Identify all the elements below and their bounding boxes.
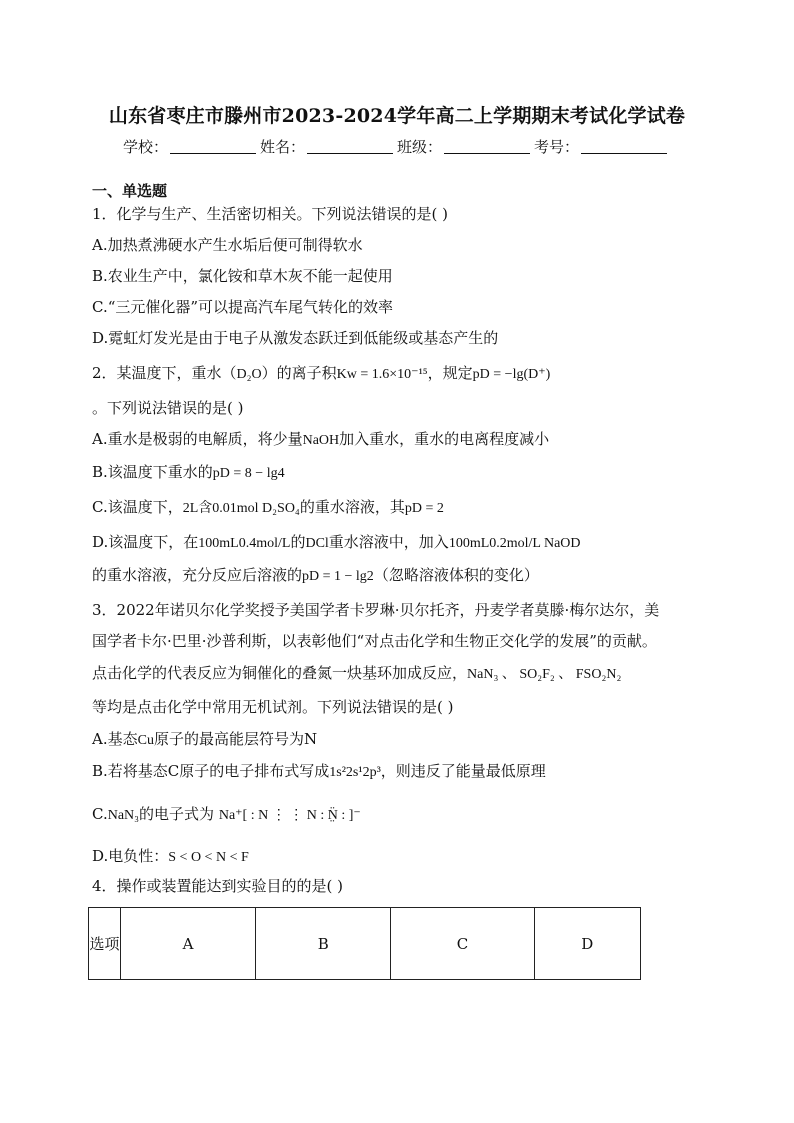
table-header-d: D — [534, 908, 640, 980]
formula-electronegativity: S < O < N < F — [168, 850, 249, 865]
school-blank[interactable] — [170, 139, 256, 154]
section-heading: 一、单选题 — [92, 182, 168, 200]
q1-option-c: C.“三元催化器”可以提高汽车尾气转化的效率 — [92, 298, 394, 316]
formula-pd-definition: pD = −lg(D⁺) — [472, 367, 551, 382]
q1-option-d: D.霓虹灯发光是由于电子从激发态跃迁到低能级或基态产生的 — [92, 329, 499, 347]
name-blank[interactable] — [307, 139, 393, 154]
formula-pd-b: pD = 8 − lg4 — [212, 466, 285, 481]
q2-stem: 2．某温度下，重水（D₂O）的离子积Kw = 1.6×10⁻¹⁵，规定pD = −lg(D⁺) — [92, 364, 551, 382]
q4-options-table — [88, 907, 641, 980]
formula-naoh: NaOH — [302, 433, 340, 448]
table-header-cell: 选项 — [89, 908, 121, 980]
student-info — [0, 136, 794, 157]
name-label: 姓名： — [259, 138, 305, 156]
q2-option-b: B.该温度下重水的pD = 8 − lg4 — [92, 463, 285, 481]
q3-option-b: B.若将基态C原子的电子排布式写成1s²2s¹2p³，则违反了能量最低原理 — [92, 762, 546, 780]
school-label: 学校： — [122, 138, 168, 156]
formula-kw: Kw = 1.6×10⁻¹⁵ — [336, 367, 428, 382]
formula-d-volume2: 100mL0.2mol/L NaOD — [448, 536, 581, 551]
number-label: 考号： — [534, 138, 580, 156]
formula-d2o: D₂O — [236, 367, 262, 382]
q2-option-c: C.该温度下，2L含0.01mol D₂SO₄的重水溶液，其pD = 2 — [92, 498, 444, 516]
page-title: 山东省枣庄市滕州市2023-2024学年高二上学期期末考试化学试卷 — [108, 105, 686, 127]
formula-d-volume1: 100mL0.4mol/L — [198, 536, 291, 551]
formula-pd-d: pD = 1 − lg2 — [302, 569, 374, 584]
table-header-a: A — [120, 908, 255, 980]
class-blank[interactable] — [444, 139, 530, 154]
q3-option-a: A.基态Cu原子的最高能层符号为N — [92, 730, 318, 748]
number-blank[interactable] — [581, 139, 667, 154]
q2-stem-line2: 。下列说法错误的是( ) — [92, 399, 244, 417]
q3-option-d: D.电负性：S < O < N < F — [92, 847, 249, 865]
formula-lewis-structure: Na⁺[ : N ⋮ ⋮ N : N̤̈ : ]⁻ — [218, 808, 361, 823]
q1-option-b: B.农业生产中，氯化铵和草木灰不能一起使用 — [92, 267, 393, 285]
formula-cu: Cu — [137, 733, 154, 748]
q3-option-c: C.NaN₃的电子式为 Na⁺[ : N ⋮ ⋮ N : N̤̈ : ]⁻ — [92, 805, 361, 823]
q3-line4: 等均是点击化学中常用无机试剂。下列说法错误的是( ) — [92, 698, 454, 716]
q2-option-a: A.重水是极弱的电解质，将少量NaOH加入重水，重水的电离程度减小 — [92, 430, 550, 448]
q1-option-a: A.加热煮沸硬水产生水垢后便可制得软水 — [92, 236, 363, 254]
table-header-c: C — [391, 908, 534, 980]
formula-reagents: NaN₃ 、 SO₂F₂ 、 FSO₂N₂ — [467, 667, 622, 682]
formula-c-solution: 2L含0.01mol D₂SO₄ — [182, 501, 300, 516]
class-label: 班级： — [397, 138, 443, 156]
q2-option-d: D.该温度下，在100mL0.4mol/L的DCl重水溶液中，加入100mL0.2mol/L NaOD — [92, 533, 581, 551]
q3-line3: 点击化学的代表反应为铜催化的叠氮一炔基环加成反应，NaN₃ 、 SO₂F₂ 、 FSO₂N₂ — [92, 664, 622, 682]
q4-stem: 4．操作或装置能达到实验目的的是( ) — [92, 877, 344, 895]
q3-line2: 国学者卡尔·巴里·沙普利斯，以表彰他们“对点击化学和生物正交化学的发展”的贡献。 — [92, 632, 657, 650]
formula-nan3: NaN₃ — [107, 808, 140, 823]
table-header-b: B — [256, 908, 391, 980]
formula-pd-c: pD = 2 — [404, 501, 444, 516]
table-row — [89, 908, 641, 980]
formula-dcl: DCl — [305, 536, 329, 551]
formula-electron-config: 1s²2s¹2p³ — [329, 765, 381, 780]
q1-stem: 1．化学与生产、生活密切相关。下列说法错误的是( ) — [92, 205, 449, 223]
q2-option-d-line2: 的重水溶液，充分反应后溶液的pD = 1 − lg2（忽略溶液体积的变化） — [92, 566, 539, 584]
q3-line1: 3．2022年诺贝尔化学奖授予美国学者卡罗琳·贝尔托齐，丹麦学者莫滕·梅尔达尔，美 — [92, 601, 660, 619]
